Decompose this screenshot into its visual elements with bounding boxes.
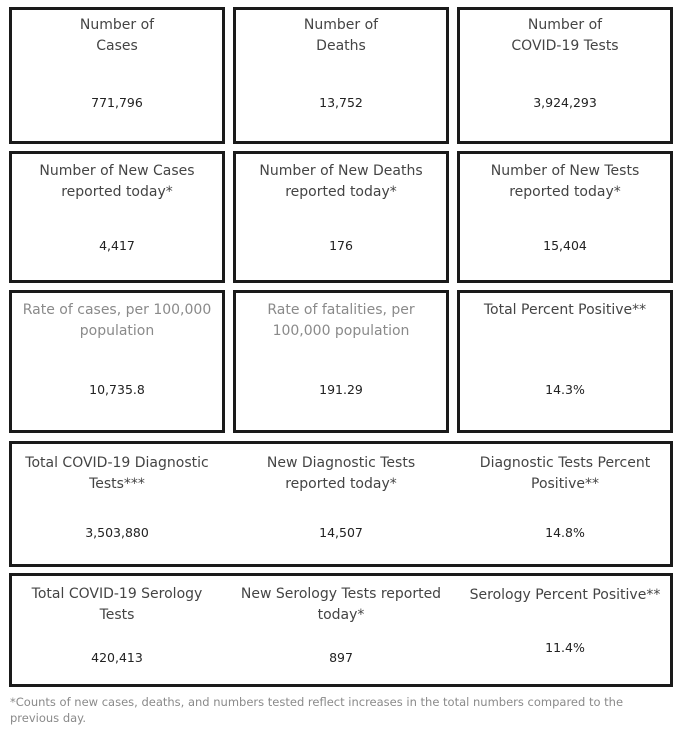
stat-value: 3,503,880	[85, 525, 149, 540]
stat-label: Rate of cases, per 100,000 population	[22, 302, 212, 339]
stat-value: 14.3%	[545, 382, 585, 397]
serology-new-cell	[233, 573, 449, 687]
serology-percent-cell	[457, 573, 673, 687]
stat-value: 15,404	[543, 238, 587, 253]
stat-label: Diagnostic Tests Percent Positive**	[479, 455, 651, 492]
stat-label: New Serology Tests reported today*	[240, 586, 442, 623]
stat-label: Number of Deaths	[303, 17, 379, 54]
stat-value: 13,752	[319, 95, 363, 110]
stat-value: 420,413	[91, 650, 143, 665]
case-rate-cell	[9, 290, 225, 433]
stat-value: 4,417	[99, 238, 135, 253]
stat-label: Total Percent Positive**	[483, 302, 647, 318]
diagnostic-total-cell	[9, 441, 225, 567]
stat-label: Serology Percent Positive**	[469, 587, 661, 603]
stat-label: New Diagnostic Tests reported today*	[266, 455, 416, 492]
new-cases-cell	[9, 151, 225, 283]
tests-cell	[457, 7, 673, 144]
stat-label: Number of Cases	[79, 17, 155, 54]
diagnostic-percent-cell	[457, 441, 673, 567]
stat-label: Number of New Cases reported today*	[39, 163, 195, 200]
fatality-rate-cell	[233, 290, 449, 433]
stat-label: Number of New Deaths reported today*	[259, 163, 423, 200]
stat-value: 14,507	[319, 525, 363, 540]
stat-label: Total COVID-19 Diagnostic Tests***	[25, 455, 209, 492]
stat-value: 191.29	[319, 382, 363, 397]
stat-value: 14.8%	[545, 525, 585, 540]
new-tests-cell	[457, 151, 673, 283]
stat-value: 11.4%	[545, 640, 585, 655]
stat-value: 176	[329, 238, 353, 253]
stat-label: Rate of fatalities, per 100,000 population	[267, 302, 415, 339]
stat-label: Number of New Tests reported today*	[490, 163, 640, 200]
diagnostic-new-cell	[233, 441, 449, 567]
cases-cell	[9, 7, 225, 144]
stat-value: 771,796	[91, 95, 143, 110]
serology-total-cell	[9, 573, 225, 687]
stat-label: Number of COVID-19 Tests	[511, 17, 619, 54]
deaths-cell	[233, 7, 449, 144]
stat-value: 3,924,293	[533, 95, 597, 110]
footnote: *Counts of new cases, deaths, and numbers tested reflect increases in the total numbers compared to the previous day.	[10, 695, 624, 725]
stat-label: Total COVID-19 Serology Tests	[31, 586, 203, 623]
stat-value: 897	[329, 650, 353, 665]
percent-positive-cell	[457, 290, 673, 433]
new-deaths-cell	[233, 151, 449, 283]
stat-value: 10,735.8	[89, 382, 145, 397]
